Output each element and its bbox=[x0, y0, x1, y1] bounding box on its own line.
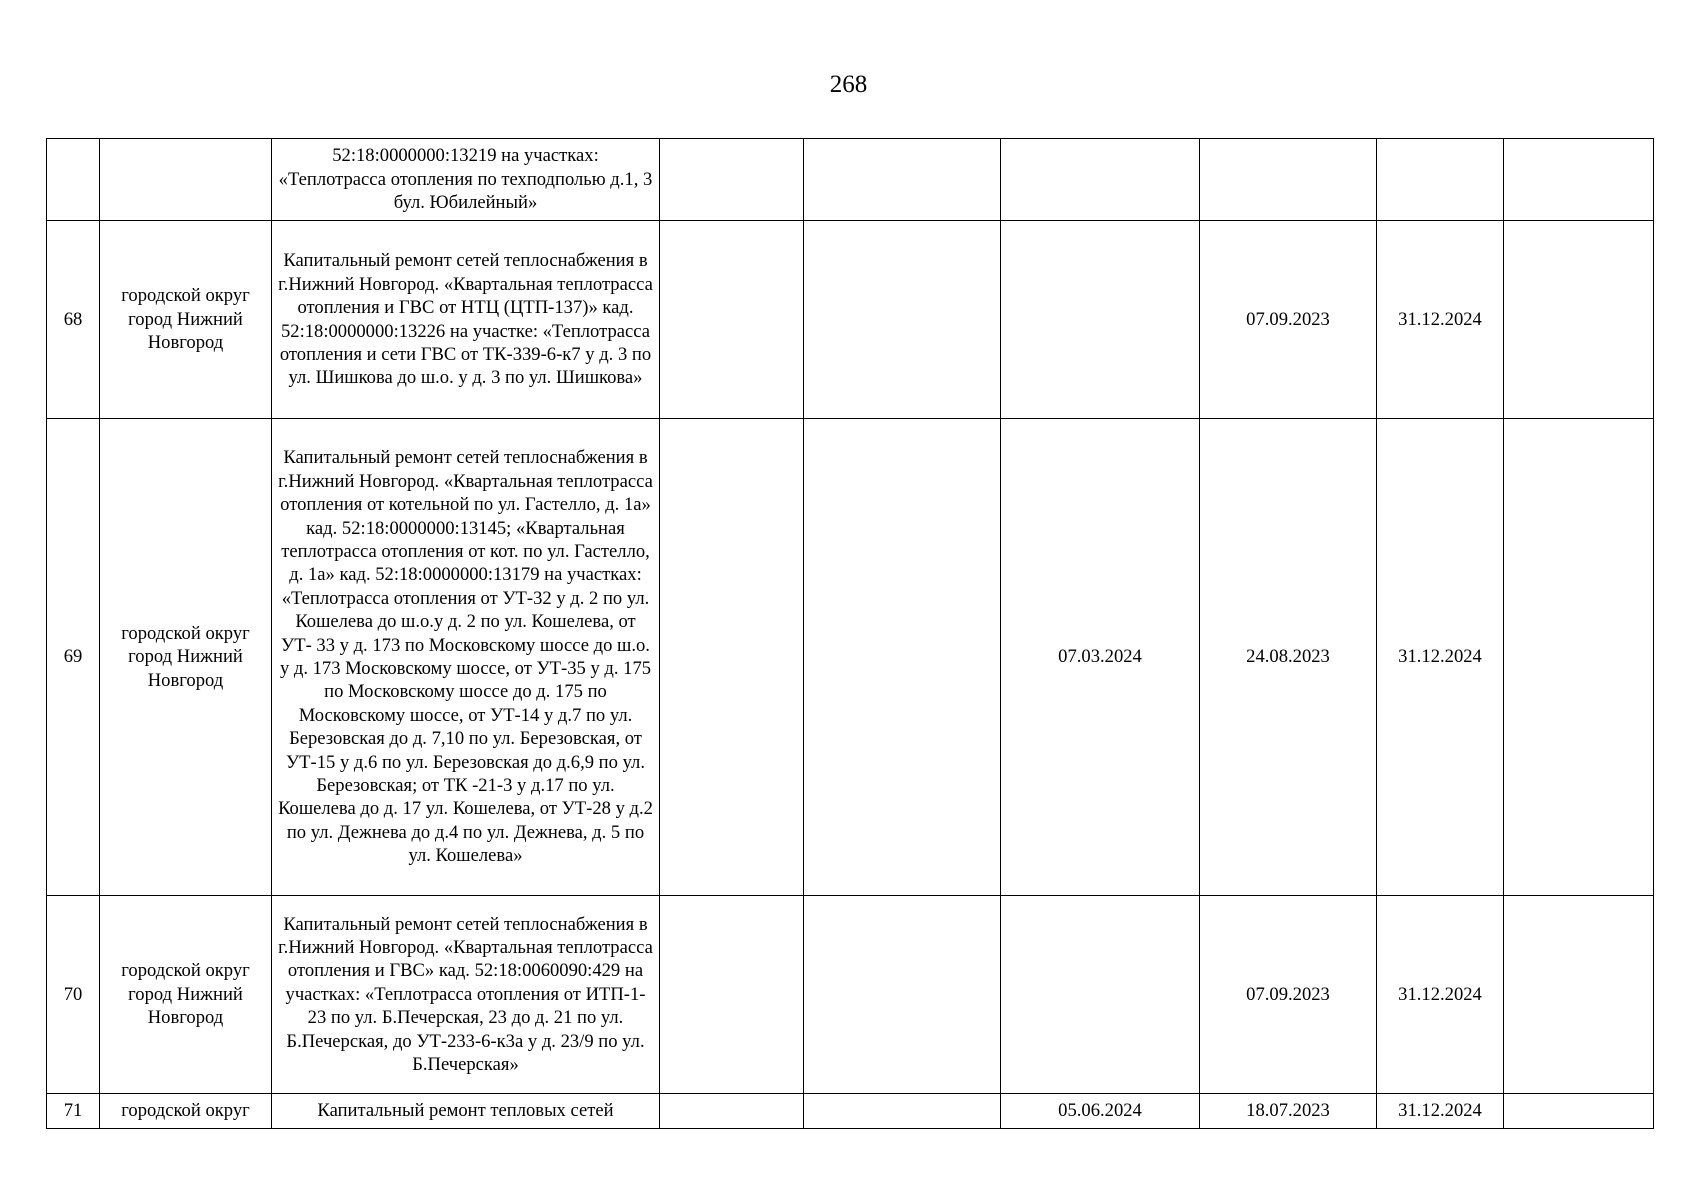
municipality-cell: городской округ город Нижний Новгород bbox=[100, 419, 272, 896]
col5-cell bbox=[804, 139, 1001, 221]
col5-cell bbox=[804, 419, 1001, 896]
table-row bbox=[47, 221, 1654, 419]
date-cell-3: 31.12.2024 bbox=[1377, 221, 1504, 419]
date-cell-2: 07.09.2023 bbox=[1200, 221, 1377, 419]
date-cell-1: 07.03.2024 bbox=[1001, 419, 1200, 896]
col9-cell bbox=[1504, 221, 1654, 419]
date-cell-1 bbox=[1001, 221, 1200, 419]
date-cell-1 bbox=[1001, 139, 1200, 221]
col9-cell bbox=[1504, 896, 1654, 1094]
municipality-cell bbox=[100, 139, 272, 221]
table-row bbox=[47, 1094, 1654, 1129]
row-number-cell: 71 bbox=[47, 1094, 100, 1129]
table-row bbox=[47, 896, 1654, 1094]
row-number-cell: 70 bbox=[47, 896, 100, 1094]
date-cell-2: 18.07.2023 bbox=[1200, 1094, 1377, 1129]
municipality-cell: городской округ bbox=[100, 1094, 272, 1129]
date-cell-2: 07.09.2023 bbox=[1200, 896, 1377, 1094]
date-cell-1 bbox=[1001, 896, 1200, 1094]
date-cell-2 bbox=[1200, 139, 1377, 221]
description-cell: Капитальный ремонт сетей теплоснабжения в г.Нижний Новгород. «Квартальная теплотрасса отопления от котельной по ул. Гастелло, д. 1а» кад. 52:18:0000000:13145; «Квартальная теплотрасса отопления от кот. по ул. Гастелло, д. 1а» кад. 52:18:0000000:13179 на участках: «Теплотрасса отопления от УТ-32 у д. 2 по ул. Кошелева до ш.о.у д. 2 по ул. Кошелева, от УТ- 33 у д. 173 по Московскому шоссе до ш.о. у д. 173 Московскому шоссе, от УТ-35 у д. 175 по Московскому шоссе до д. 175 по Московскому шоссе, от УТ-14 у д.7 по ул. Березовская до д. 7,10 по ул. Березовская, от УТ-15 у д.6 по ул. Березовская до д.6,9 по ул. Березовская; от ТК -21-3 у д.17 по ул. Кошелева до д. 17 ул. Кошелева, от УТ-28 у д.2 по ул. Дежнева до д.4 по ул. Дежнева, д. 5 по ул. Кошелева» bbox=[272, 419, 660, 896]
table-row bbox=[47, 139, 1654, 221]
col4-cell bbox=[660, 419, 804, 896]
description-cell: Капитальный ремонт сетей теплоснабжения в г.Нижний Новгород. «Квартальная теплотрасса отопления и ГВС» кад. 52:18:0060090:429 на участках: «Теплотрасса отопления от ИТП-1-23 по ул. Б.Печерская, 23 до д. 21 по ул. Б.Печерская, до УТ-233-6-к3а у д. 23/9 по ул. Б.Печерская» bbox=[272, 896, 660, 1094]
date-cell-3: 31.12.2024 bbox=[1377, 419, 1504, 896]
municipality-cell: городской округ город Нижний Новгород bbox=[100, 896, 272, 1094]
col5-cell bbox=[804, 221, 1001, 419]
row-number-cell bbox=[47, 139, 100, 221]
row-number-cell: 69 bbox=[47, 419, 100, 896]
col9-cell bbox=[1504, 139, 1654, 221]
col9-cell bbox=[1504, 1094, 1654, 1129]
col4-cell bbox=[660, 139, 804, 221]
page-number: 268 bbox=[829, 71, 868, 98]
works-table bbox=[46, 138, 1654, 1129]
date-cell-3 bbox=[1377, 139, 1504, 221]
col4-cell bbox=[660, 221, 804, 419]
date-cell-1: 05.06.2024 bbox=[1001, 1094, 1200, 1129]
date-cell-3: 31.12.2024 bbox=[1377, 1094, 1504, 1129]
col4-cell bbox=[660, 1094, 804, 1129]
description-cell: 52:18:0000000:13219 на участках: «Теплотрасса отопления по техподполью д.1, 3 бул. Юбилейный» bbox=[272, 139, 660, 221]
col4-cell bbox=[660, 896, 804, 1094]
date-cell-2: 24.08.2023 bbox=[1200, 419, 1377, 896]
row-number-cell: 68 bbox=[47, 221, 100, 419]
date-cell-3: 31.12.2024 bbox=[1377, 896, 1504, 1094]
municipality-cell: городской округ город Нижний Новгород bbox=[100, 221, 272, 419]
col9-cell bbox=[1504, 419, 1654, 896]
description-cell: Капитальный ремонт сетей теплоснабжения в г.Нижний Новгород. «Квартальная теплотрасса отопления и ГВС от НТЦ (ЦТП-137)» кад. 52:18:0000000:13226 на участке: «Теплотрасса отопления и сети ГВС от ТК-339-6-к7 у д. 3 по ул. Шишкова до ш.о. у д. 3 по ул. Шишкова» bbox=[272, 221, 660, 419]
description-cell: Капитальный ремонт тепловых сетей bbox=[272, 1094, 660, 1129]
col5-cell bbox=[804, 1094, 1001, 1129]
table-row bbox=[47, 419, 1654, 896]
col5-cell bbox=[804, 896, 1001, 1094]
